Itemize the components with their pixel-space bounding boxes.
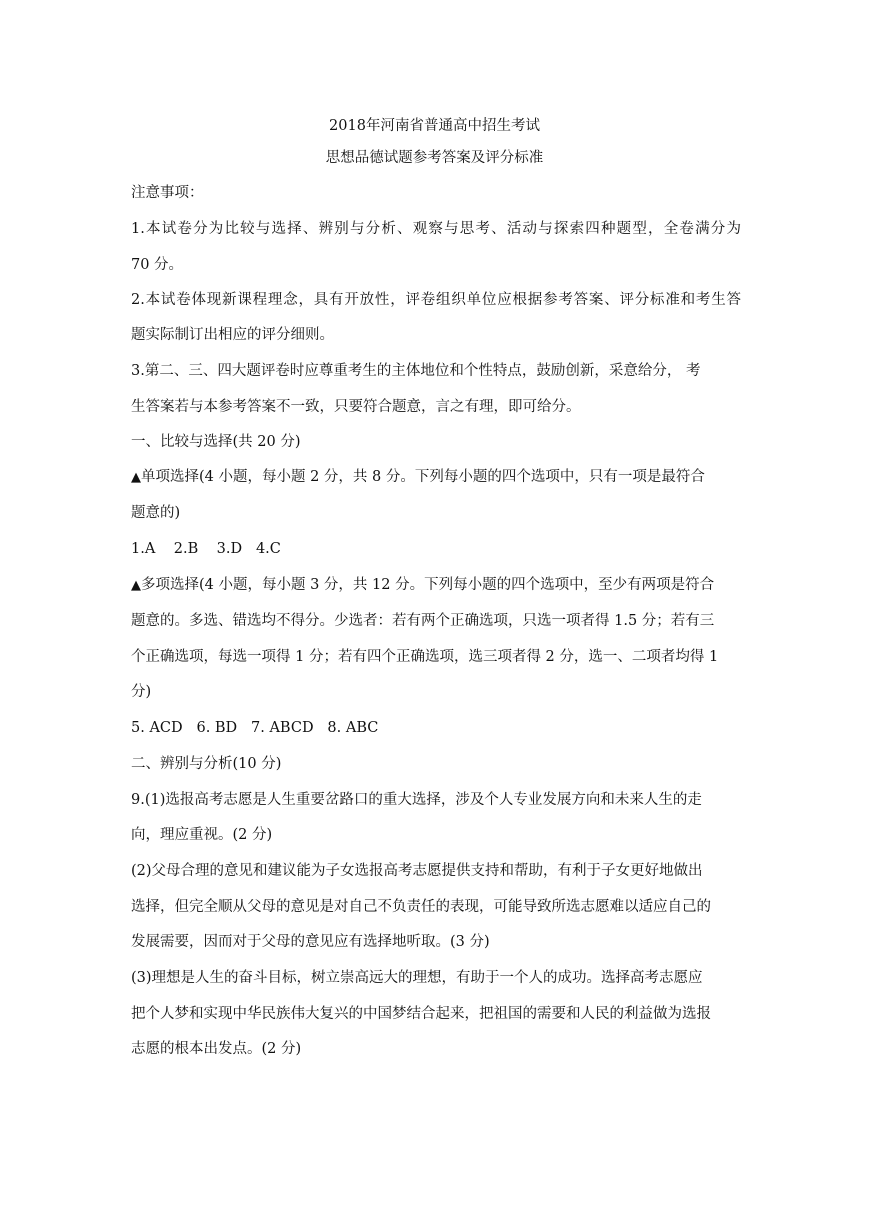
multi-choice-line-4: 分) (131, 684, 152, 700)
multi-choice-answers: 5. ACD 6. BD 7. ABCD 8. ABC (131, 720, 379, 736)
q9-part-2-line-3: 发展需要，因而对于父母的意见应有选择地听取。(3 分) (131, 934, 490, 950)
notes-heading: 注意事项： (131, 185, 204, 201)
single-choice-line-2: 题意的) (131, 505, 181, 521)
triangle-marker-icon: ▲ (131, 578, 141, 593)
section-1-heading: 一、比较与选择(共 20 分) (131, 434, 301, 450)
document-subtitle: 思想品德试题参考答案及评分标准 (325, 150, 544, 166)
note-1-line-2: 70 分。 (131, 257, 184, 273)
single-choice-text: 单项选择(4 小题，每小题 2 分，共 8 分。下列每小题的四个选项中，只有一项是最符合 (141, 469, 705, 485)
note-1-line-1: 1.本试卷分为比较与选择、辨别与分析、观察与思考、活动与探索四种题型，全卷满分为 (131, 221, 741, 237)
single-choice-line-1 (131, 467, 741, 488)
note-3-line-2: 生答案若与本参考答案不一致，只要符合题意，言之有理，即可给分。 (131, 399, 581, 415)
multi-choice-text: 多项选择(4 小题，每小题 3 分，共 12 分。下列每小题的四个选项中，至少有两项是符合 (141, 577, 715, 593)
multi-choice-line-1 (131, 575, 741, 596)
multi-choice-line-3: 个正确选项，每选一项得 1 分；若有四个正确选项，选三项者得 2 分，选一、二项者均得 1 (131, 649, 719, 665)
q9-part-3-line-2: 把个人梦和实现中华民族伟大复兴的中国梦结合起来，把祖国的需要和人民的利益做为选报 (131, 1006, 711, 1022)
q9-part-1-line-2: 向，理应重视。(2 分) (131, 827, 273, 843)
single-choice-answers: 1.A 2.B 3.D 4.C (131, 541, 281, 557)
triangle-marker-icon: ▲ (131, 470, 141, 485)
multi-choice-line-2: 题意的。多选、错选均不得分。少选者：若有两个正确选项，只选一项者得 1.5 分；若有三 (131, 613, 715, 629)
section-2-heading: 二、辨别与分析(10 分) (131, 756, 282, 772)
q9-part-1-line-1: 9.(1)选报高考志愿是人生重要岔路口的重大选择，涉及个人专业发展方向和未来人生的走 (131, 792, 702, 808)
document-title: 2018年河南省普通高中招生考试 (329, 118, 540, 134)
q9-part-2-line-2: 选择，但完全顺从父母的意见是对自己不负责任的表现，可能导致所选志愿难以适应自己的 (131, 899, 711, 915)
note-3-line-1: 3.第二、三、四大题评卷时应尊重考生的主体地位和个性特点，鼓励创新，采意给分， 考 (131, 363, 701, 379)
q9-part-2-line-1: (2)父母合理的意见和建议能为子女选报高考志愿提供支持和帮助，有利于子女更好地做出 (131, 863, 703, 879)
note-2-line-2: 题实际制订出相应的评分细则。 (131, 327, 334, 343)
note-2-line-1: 2.本试卷体现新课程理念，具有开放性，评卷组织单位应根据参考答案、评分标准和考生答 (131, 292, 741, 308)
q9-part-3-line-1: (3)理想是人生的奋斗目标，树立崇高远大的理想，有助于一个人的成功。选择高考志愿应 (131, 970, 703, 986)
q9-part-3-line-3: 志愿的根本出发点。(2 分) (131, 1041, 302, 1057)
